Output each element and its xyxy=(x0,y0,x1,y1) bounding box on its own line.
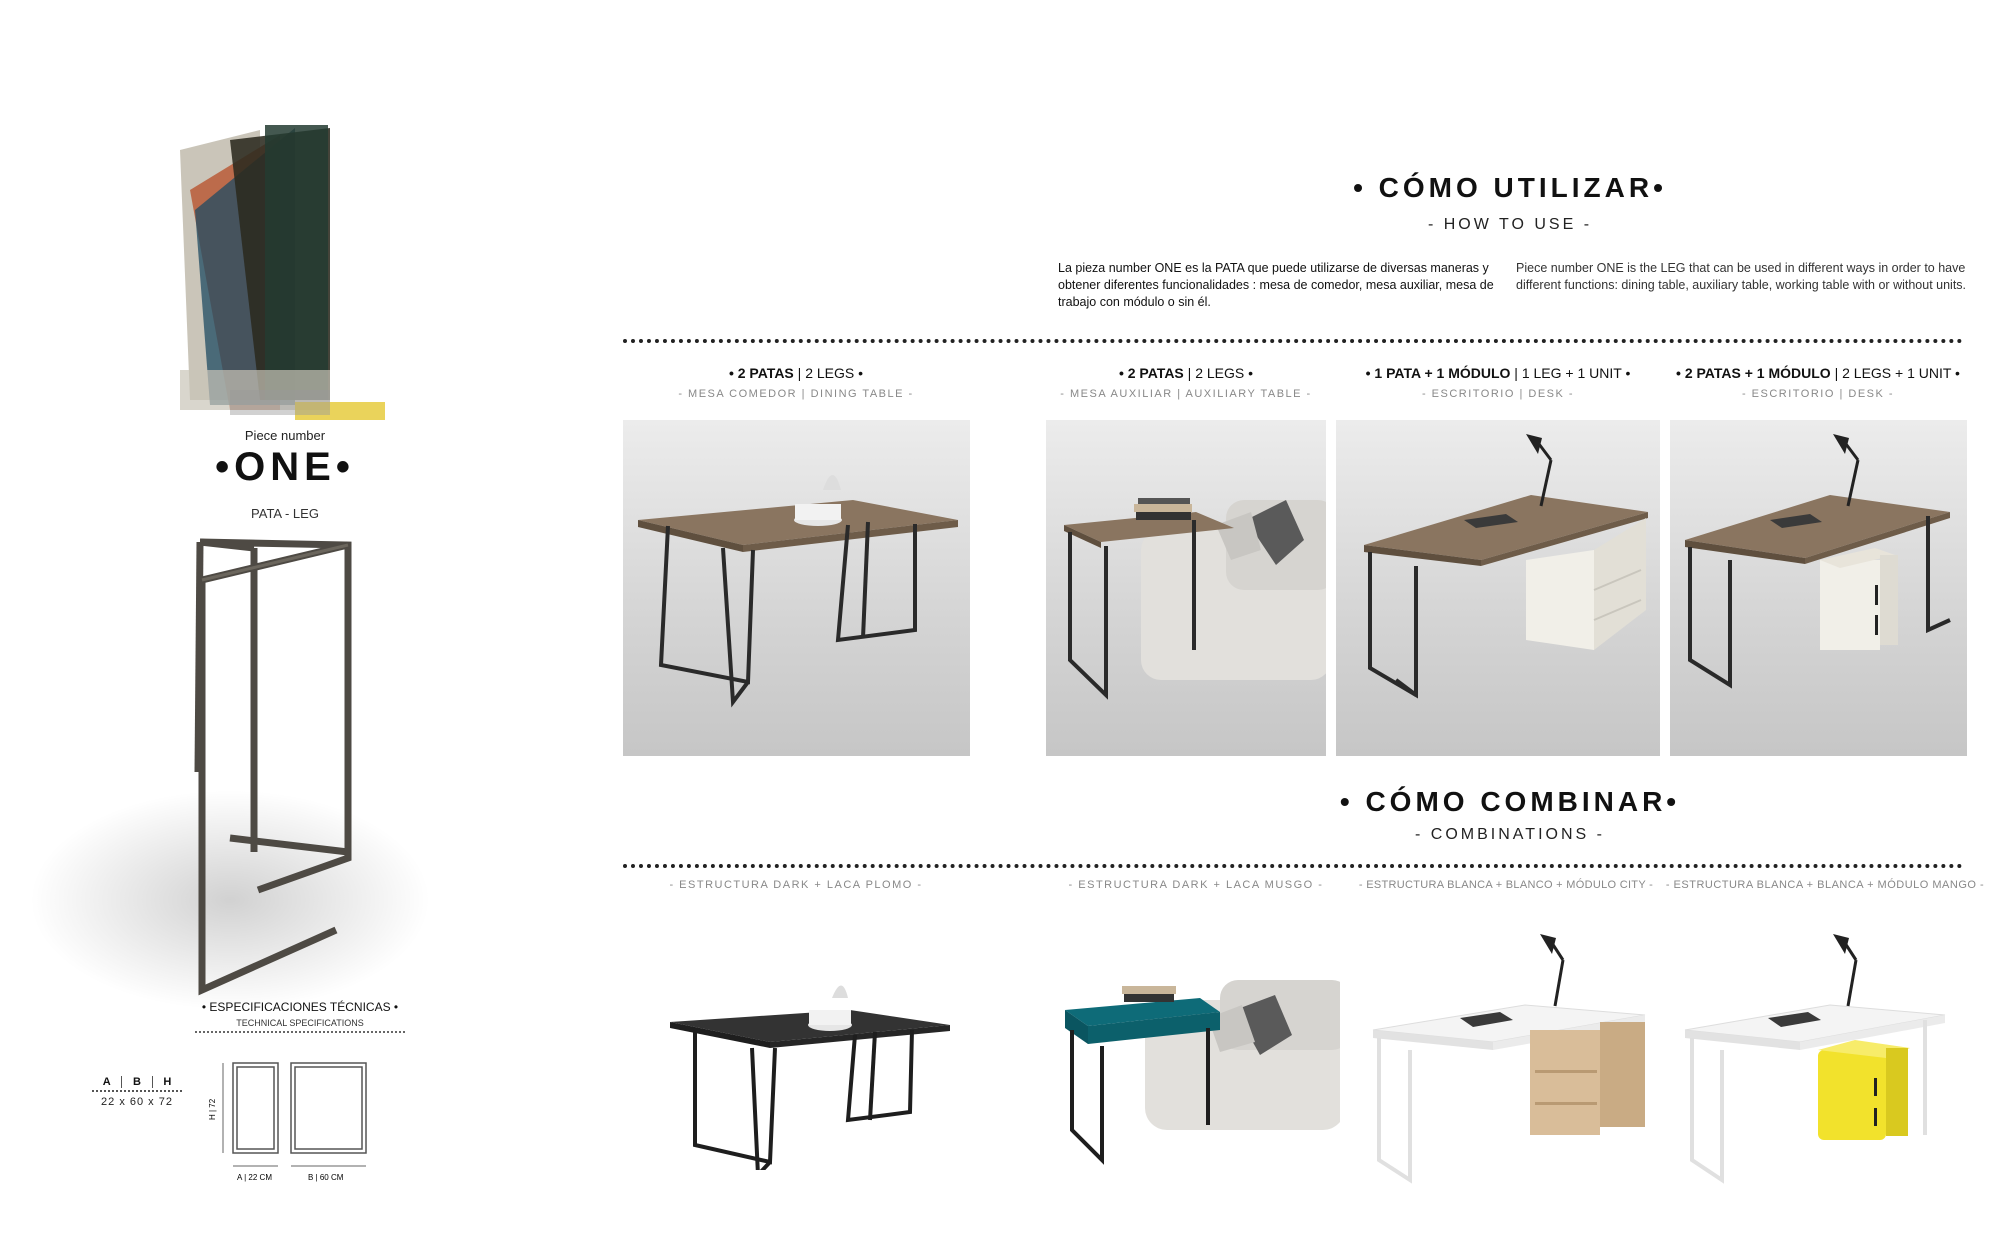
use-sublabel-2: - MESA AUXILIAR | AUXILIARY TABLE - xyxy=(1060,388,1312,400)
spec-header-b: B xyxy=(121,1076,151,1088)
piece-subtitle: PATA - LEG xyxy=(251,506,319,521)
piece-title: •ONE• xyxy=(215,445,355,489)
photo-combo-mango xyxy=(1680,930,1960,1190)
photo-desk-one-leg xyxy=(1336,420,1660,756)
use-sublabel-4: - ESCRITORIO | DESK - xyxy=(1741,388,1895,400)
combinations-title: • CÓMO COMBINAR• xyxy=(1339,786,1681,817)
spec-subtitle: TECHNICAL SPECIFICATIONS xyxy=(195,1018,405,1033)
use-label-4: • 2 PATAS + 1 MÓDULO | 2 LEGS + 1 UNIT • xyxy=(1676,365,1960,381)
spec-title: • ESPECIFICACIONES TÉCNICAS • xyxy=(201,1000,399,1014)
dim-h-label: H | 72 xyxy=(208,1098,217,1120)
spec-header-h: H xyxy=(152,1076,182,1088)
dim-a-label: A | 22 CM xyxy=(237,1173,272,1182)
number-one-graphic xyxy=(170,120,390,420)
spec-values: 22 x 60 x 72 xyxy=(101,1096,173,1108)
use-label-2: • 2 PATAS | 2 LEGS • xyxy=(1118,365,1254,381)
description-english: Piece number ONE is the LEG that can be used in different ways in order to have different functions: dining table, auxiliary table, working table with or without units. xyxy=(1516,261,1967,292)
how-to-use-title: • CÓMO UTILIZAR• xyxy=(1353,172,1667,203)
leg-frame-illustration xyxy=(20,520,440,1010)
spec-dimension-drawing xyxy=(205,1058,390,1183)
piece-number-label: Piece number xyxy=(244,428,326,443)
photo-combo-musgo xyxy=(1060,980,1340,1170)
photo-auxiliary-table xyxy=(1046,420,1326,756)
dim-b-label: B | 60 CM xyxy=(308,1173,344,1182)
section-divider-top xyxy=(623,339,1963,343)
use-label-1: • 2 PATAS | 2 LEGS • xyxy=(728,365,864,381)
combination-label-4: - ESTRUCTURA BLANCA + BLANCA + MÓDULO MANGO - xyxy=(1665,879,1985,891)
combination-label-1: - ESTRUCTURA DARK + LACA PLOMO - xyxy=(669,879,923,891)
combination-label-3: - ESTRUCTURA BLANCA + BLANCO + MÓDULO CITY - xyxy=(1358,879,1654,891)
photo-combo-plomo xyxy=(660,970,960,1170)
use-label-3: • 1 PATA + 1 MÓDULO | 1 LEG + 1 UNIT • xyxy=(1365,365,1631,381)
how-to-use-subtitle: - HOW TO USE - xyxy=(1427,216,1593,233)
photo-combo-city xyxy=(1365,930,1655,1190)
use-sublabel-3: - ESCRITORIO | DESK - xyxy=(1421,388,1575,400)
spec-table xyxy=(92,1076,182,1108)
section-divider-bottom xyxy=(623,864,1963,868)
spec-header-a: A xyxy=(102,1076,111,1088)
use-sublabel-1: - MESA COMEDOR | DINING TABLE - xyxy=(678,388,914,400)
combination-label-2: - ESTRUCTURA DARK + LACA MUSGO - xyxy=(1068,879,1324,891)
photo-desk-two-legs xyxy=(1670,420,1967,756)
description-spanish: La pieza number ONE es la PATA que puede utilizarse de diversas maneras y obtener diferentes funcionalidades : mesa de comedor, mesa auxiliar, mesa de trabajo con módulo o sin él. xyxy=(1058,261,1494,309)
photo-dining-table xyxy=(623,420,970,756)
spec-headers xyxy=(92,1076,182,1092)
combinations-subtitle: - COMBINATIONS - xyxy=(1415,826,1605,843)
